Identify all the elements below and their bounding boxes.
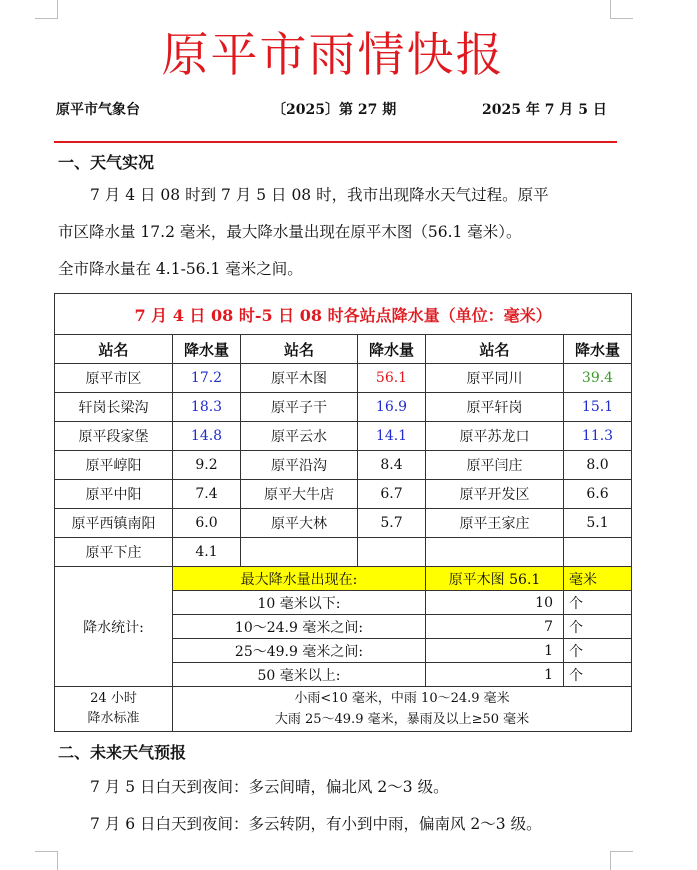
issuer: 原平市气象台 <box>56 102 140 118</box>
standard-label-line: 降水标准 <box>87 711 140 726</box>
rainfall-value: 15.1 <box>564 393 632 422</box>
stats-row <box>55 567 632 591</box>
standard-text-line: 大雨 25～49.9 毫米，暴雨及以上≥50 毫米 <box>274 712 530 727</box>
rainfall-value: 8.0 <box>564 451 632 480</box>
table-caption: 7 月 4 日 08 时-5 日 08 时各站点降水量（单位：毫米） <box>55 294 632 335</box>
rainfall-value: 39.4 <box>564 364 632 393</box>
rainfall-value: 6.6 <box>564 480 632 509</box>
max-rainfall-label: 最大降水量出现在: <box>173 567 426 591</box>
page-corner-mark <box>610 851 633 870</box>
forecast-line: 7 月 6 日白天到夜间：多云转阴，有小到中雨，偏南风 2～3 级。 <box>90 815 542 833</box>
rainfall-value: 56.1 <box>358 364 426 393</box>
station-name: 原平开发区 <box>426 480 564 509</box>
station-name: 原平轩岗 <box>426 393 564 422</box>
station-name: 原平同川 <box>426 364 564 393</box>
stats-range: 10～24.9 毫米之间: <box>173 615 426 639</box>
station-name: 原平中阳 <box>55 480 173 509</box>
rainfall-value: 8.4 <box>358 451 426 480</box>
station-name: 原平段家堡 <box>55 422 173 451</box>
stats-unit: 个 <box>564 615 632 639</box>
station-name: 原平沿沟 <box>241 451 358 480</box>
station-name: 原平子干 <box>241 393 358 422</box>
station-name: 原平下庄 <box>55 538 173 567</box>
table-row <box>55 480 632 509</box>
column-header: 降水量 <box>173 335 241 364</box>
station-name: 原平木图 <box>241 364 358 393</box>
stats-unit: 个 <box>564 663 632 687</box>
station-name: 原平市区 <box>55 364 173 393</box>
issue-number: 〔2025〕第 27 期 <box>272 102 397 118</box>
station-name: 原平大林 <box>241 509 358 538</box>
station-name: 轩岗长梁沟 <box>55 393 173 422</box>
rainfall-value: 6.0 <box>173 509 241 538</box>
stats-range: 50 毫米以上: <box>173 663 426 687</box>
header-divider <box>54 141 617 143</box>
station-name: 原平苏龙口 <box>426 422 564 451</box>
standard-label <box>55 687 173 732</box>
rainfall-value: 18.3 <box>173 393 241 422</box>
section-heading-observation: 一、天气实况 <box>58 153 155 172</box>
stats-range: 25～49.9 毫米之间: <box>173 639 426 663</box>
observation-line: 7 月 4 日 08 时到 7 月 5 日 08 时，我市出现降水天气过程。原平 <box>90 186 549 204</box>
max-rainfall-station: 原平木图 56.1 <box>426 567 564 591</box>
observation-line: 全市降水量在 4.1-56.1 毫米之间。 <box>58 260 303 278</box>
table-row <box>55 451 632 480</box>
table-row <box>55 393 632 422</box>
stats-unit: 个 <box>564 639 632 663</box>
rainfall-value: 11.3 <box>564 422 632 451</box>
empty-cell <box>241 538 358 567</box>
rainfall-value: 16.9 <box>358 393 426 422</box>
standard-row <box>55 687 632 732</box>
rainfall-value: 4.1 <box>173 538 241 567</box>
station-name: 原平西镇南阳 <box>55 509 173 538</box>
rainfall-value: 7.4 <box>173 480 241 509</box>
stats-unit: 个 <box>564 591 632 615</box>
stats-count: 10 <box>426 591 564 615</box>
table-row <box>55 422 632 451</box>
rainfall-value: 14.1 <box>358 422 426 451</box>
column-header: 站名 <box>426 335 564 364</box>
page-corner-mark <box>610 0 633 19</box>
column-header: 站名 <box>241 335 358 364</box>
stats-count: 1 <box>426 639 564 663</box>
empty-cell <box>564 538 632 567</box>
max-rainfall-unit: 毫米 <box>564 567 632 591</box>
empty-cell <box>358 538 426 567</box>
issue-date: 2025 年 7 月 5 日 <box>482 102 607 118</box>
standard-text-line: 小雨<10 毫米，中雨 10～24.9 毫米 <box>294 691 510 706</box>
standard-label-line: 24 小时 <box>90 691 137 706</box>
column-header: 降水量 <box>564 335 632 364</box>
rainfall-value: 5.1 <box>564 509 632 538</box>
page-corner-mark <box>35 0 58 19</box>
stats-count: 1 <box>426 663 564 687</box>
observation-line: 市区降水量 17.2 毫米，最大降水量出现在原平木图（56.1 毫米）。 <box>58 223 522 241</box>
stats-count: 7 <box>426 615 564 639</box>
rainfall-value: 5.7 <box>358 509 426 538</box>
rainfall-value: 9.2 <box>173 451 241 480</box>
rainfall-value: 14.8 <box>173 422 241 451</box>
forecast-line: 7 月 5 日白天到夜间：多云间晴，偏北风 2～3 级。 <box>90 778 449 796</box>
table-row <box>55 538 632 567</box>
column-header: 降水量 <box>358 335 426 364</box>
report-title: 原平市雨情快报 <box>161 28 505 83</box>
table-row <box>55 509 632 538</box>
rainfall-table <box>54 293 632 732</box>
column-header: 站名 <box>55 335 173 364</box>
rainfall-value: 6.7 <box>358 480 426 509</box>
station-name: 原平云水 <box>241 422 358 451</box>
rainfall-value: 17.2 <box>173 364 241 393</box>
stats-label: 降水统计: <box>55 567 173 687</box>
station-name: 原平王家庄 <box>426 509 564 538</box>
table-row <box>55 364 632 393</box>
stats-range: 10 毫米以下: <box>173 591 426 615</box>
station-name: 原平崞阳 <box>55 451 173 480</box>
table-header-row <box>55 335 632 364</box>
page-corner-mark <box>35 851 58 870</box>
section-heading-forecast: 二、未来天气预报 <box>58 743 187 762</box>
station-name: 原平大牛店 <box>241 480 358 509</box>
empty-cell <box>426 538 564 567</box>
station-name: 原平闫庄 <box>426 451 564 480</box>
standard-text <box>173 687 632 732</box>
